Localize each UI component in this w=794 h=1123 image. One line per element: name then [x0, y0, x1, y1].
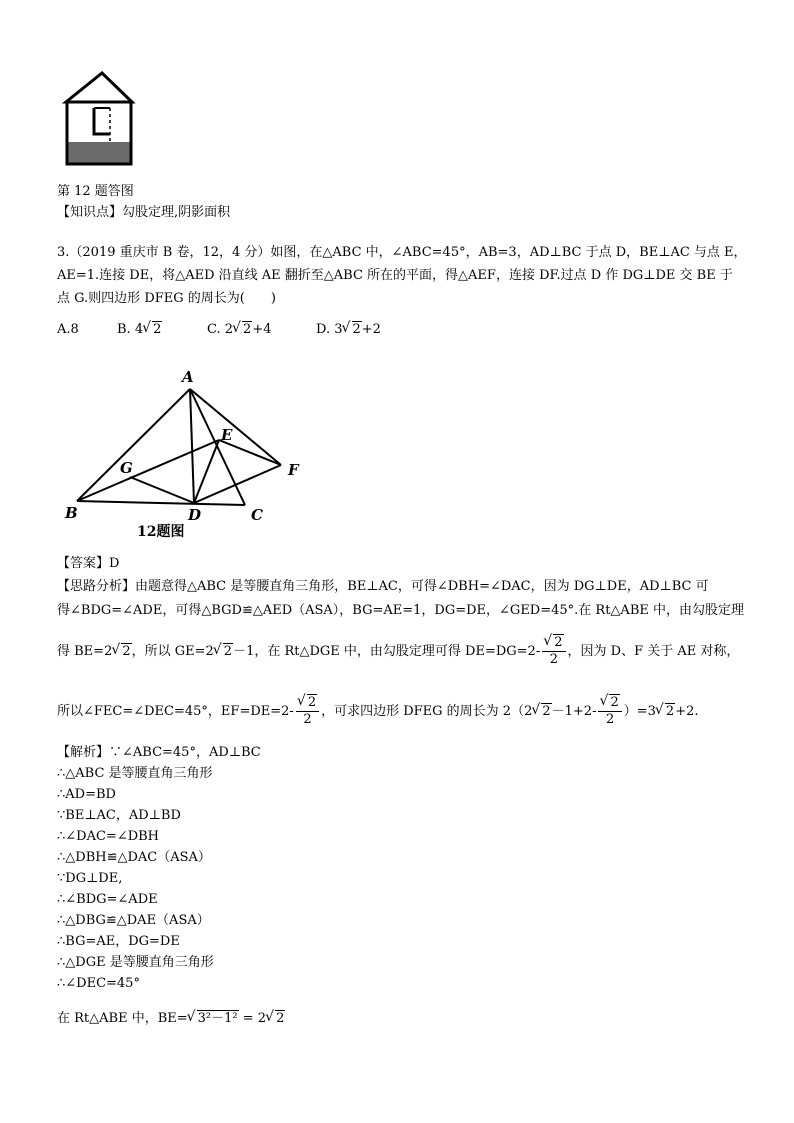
label-D: D — [188, 506, 202, 524]
solution-line-9: ∴△DBG≌△DAE（ASA） — [57, 913, 210, 928]
segment-BC — [77, 501, 245, 505]
analysis-line-2: 得∠BDG=∠ADE，可得△BGD≌△AED（ASA），BG=AE=1，DG=DE，∠GED=45°.在 Rt△ABE 中，由勾股定理 — [57, 603, 745, 618]
segment-DG — [130, 477, 194, 503]
option-b: B. 4√ 2 — [117, 322, 162, 338]
solution-line-1: 【解析】∵∠ABC=45°，AD⊥BC — [57, 745, 261, 760]
analysis-line-4: 所以∠FEC=∠DEC=45°，EF=DE=2- √ $\frac{2}{2}$ ，可求四边形 DFEG 的周长为 2（2√ 2－1+2- √ $\frac{2}{2}$ ）=3√ 2+2. — [57, 694, 699, 730]
solution-line-10: ∴BG=AE，DG=DE — [57, 934, 180, 949]
house-caption: 第 12 题答图 — [57, 184, 134, 199]
triangle-figure — [55, 360, 315, 545]
segment-AF — [190, 389, 281, 465]
solution-line-7: ∵DG⊥DE, — [57, 871, 123, 886]
solution-line-8: ∴∠BDG=∠ADE — [57, 892, 158, 907]
knowledge-point: 【知识点】勾股定理,阴影面积 — [57, 205, 231, 220]
solution-line-6: ∴△DBH≌△DAC（ASA） — [57, 850, 211, 865]
label-F: F — [288, 461, 299, 479]
solution-line-11: ∴△DGE 是等腰直角三角形 — [57, 955, 214, 970]
segment-AD — [190, 389, 194, 503]
label-A: A — [182, 368, 194, 386]
problem-line-3: 点 G.则四边形 DFEG 的周长为( ) — [57, 291, 276, 306]
solution-line-5: ∴∠DAC=∠DBH — [57, 829, 160, 844]
label-B: B — [65, 504, 78, 522]
label-C: C — [251, 506, 263, 524]
analysis-line-1: 【思路分析】由题意得△ABC 是等腰直角三角形，BE⊥AC，可得∠DBH=∠DAC，因为 DG⊥DE，AD⊥BC 可 — [57, 579, 709, 594]
analysis-line-3: 得 BE=2√ 2，所以 GE=2√ 2－1，在 Rt△DGE 中，由勾股定理可得 DE=DG=2- √ $\frac{2}{2}$ ，因为 D、F 关于 AE 对称， — [57, 634, 739, 670]
answer: 【答案】D — [57, 556, 120, 571]
solution-line-13: 在 Rt△ABE 中，BE=√ 3²－1² = 2√ 2 — [57, 1008, 285, 1030]
solution-line-4: ∵BE⊥AC，AD⊥BD — [57, 808, 181, 823]
segment-AB — [77, 389, 190, 501]
solution-line-12: ∴∠DEC=45° — [57, 976, 140, 991]
problem-line-1: 3.（2019 重庆市 B 卷，12，4 分）如图，在△ABC 中，∠ABC=45°，AB=3，AD⊥BC 于点 D，BE⊥AC 与点 E， — [57, 245, 747, 260]
option-d: D. 3√ 2+2 — [316, 322, 381, 338]
option-a: A.8 — [57, 322, 79, 337]
label-E: E — [221, 426, 233, 444]
figure-caption: 12题图 — [137, 524, 185, 540]
problem-line-2: AE=1.连接 DE，将△AED 沿直线 AE 翻折至△ABC 所在的平面，得△AEF，连接 DF.过点 D 作 DG⊥DE 交 BE 于 — [57, 268, 733, 283]
label-G: G — [120, 459, 133, 477]
solution-line-2: ∴△ABC 是等腰直角三角形 — [57, 766, 213, 781]
option-c: C. 2√ 2+4 — [207, 322, 271, 338]
house-answer-figure — [60, 66, 140, 170]
solution-line-3: ∴AD=BD — [57, 787, 116, 802]
